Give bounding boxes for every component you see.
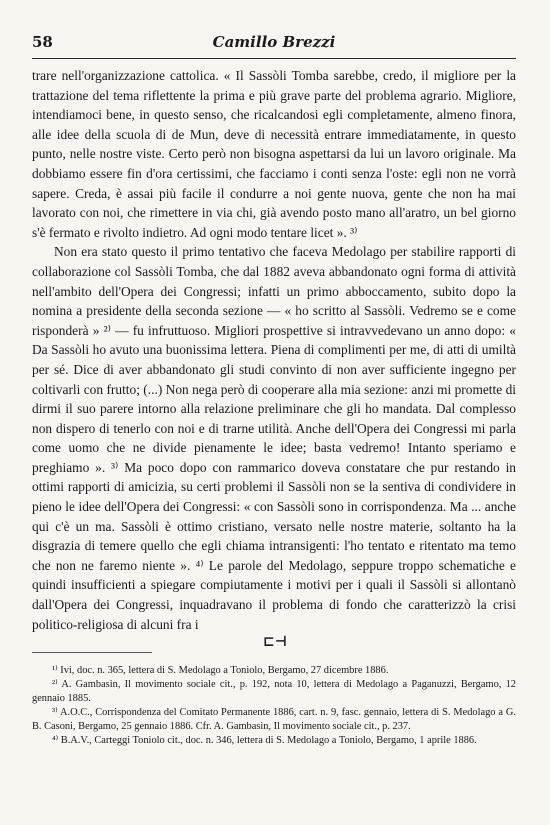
footnote-rule (32, 652, 152, 653)
ornament-glyph: ⊏⊣ (262, 634, 288, 650)
footnote: ⁴⁾ B.A.V., Carteggi Toniolo cit., doc. n. 346, lettera di S. Medolago a Toniolo, Bergamo, 1 aprile 1886. (52, 735, 477, 747)
footnote: ¹⁾ Ivi, doc. n. 365, lettera di S. Medolago a Toniolo, Bergamo, 27 dicembre 1886. (52, 665, 389, 676)
running-title: Camillo Brezzi (212, 33, 336, 51)
footnote: ³⁾ A.O.C., Corrispondenza del Comitato Permanente 1886, cart. n. 9, fasc. gennaio, lettera di S. Medolago a G. B. Casoni, Bergamo, 25 gennaio 1886. Cfr. A. Gambasin, Il movimento sociale cit., p. 237. (32, 707, 516, 732)
page-number: 58 (32, 33, 53, 51)
header-rule (32, 58, 516, 59)
footnotes (32, 664, 516, 748)
paragraph: trare nell'organizzazione cattolica. « Il Sassòli Tomba sarebbe, credo, il migliore per la trattazione del tema riflettente la prima e più grave parte del problema agrario. Migliore, intendiamoci bene, in questo senso, che ricalcandosi egli completamente, almeno finora, alle idee della scuola di de Mun, deve di necessità entrare immediatamente, in questo punto, nelle nostre viste. Certo però non bisogna aspettarsi da lui un lavoro originale. Ma dobbiamo essere fin d'ora certissimi, che facciamo i conti senza l'oste: egli non ne vorrà sapere. Creda, è assai più facile il condurre a noi gente nuova, gente che non ha mai lavorato con noi, che rimettere in via chi, già avendo posto mano all'aratro, un bel giorno s'è fermato e rivolto indietro. Ad ogni modo tentare licet ». ³⁾ (32, 68, 516, 240)
main-text (32, 66, 516, 634)
footnote: ²⁾ A. Gambasin, Il movimento sociale cit., p. 192, nota 10, lettera di Medolago a Paganuzzi, Bergamo, 12 gennaio 1885. (32, 679, 516, 704)
paragraph: Non era stato questo il primo tentativo che faceva Medolago per stabilire rapporti di collaborazione col Sassòli Tomba, che dal 1882 aveva abbandonato ogni forma di attività nell'ambito dell'Opera dei Congressi; infatti un primo abboccamento, subito dopo la nomina a presidente della seconda sezione — « ho scritto al Sassòli. Vedremo se e come risponderà » ²⁾ — fu infruttuoso. Migliori prospettive si intravvedevano un anno dopo: « Da Sassòli ho avuto una buonissima lettera. Piena di complimenti per me, di atti di umiltà per sé. Dice di aver abbandonato gli studi convinto di non aver sufficiente ingegno per coltivarli con frutto; (...) Non nega però di cooperare alla mia sezione: anzi mi promette di dirmi il suo parere intorno alla relazione preliminare che gli ho mandata. Dal complesso non dispero di tenerlo con noi e di trarne utilità. Anche dell'Opera dei Congressi mi parla come uomo che ne divide pienamente le idee; basta vedremo! Intanto speriamo e preghiamo ». ³⁾ Ma poco dopo con rammarico doveva constatare che pur restando in ottimi rapporti di amicizia, su certi problemi il Sassòli non se la sentiva di condividere in pieno le idee dell'Opera dei Congressi: « con Sassòli sono in corrispondenza. Ma ... anche qui c'è un ma. Sassòli è ottimo cristiano, versato nelle nostre materie, soltanto ha la disgrazia di temere quello che egli chiama intransigenti: l'ho tentato e ritentato ma temo che non ne faremo niente ». ⁴⁾ Le parole del Medolago, seppure troppo schematiche e quindi insufficienti a spiegare compiutamente i motivi per i quali il Sassòli si allontanò dall'Opera dei Congressi, inquadravano il problema di fondo che caratterizzò la crisi politico-religiosa di alcuni fra i (32, 244, 516, 632)
page-header (32, 33, 516, 55)
